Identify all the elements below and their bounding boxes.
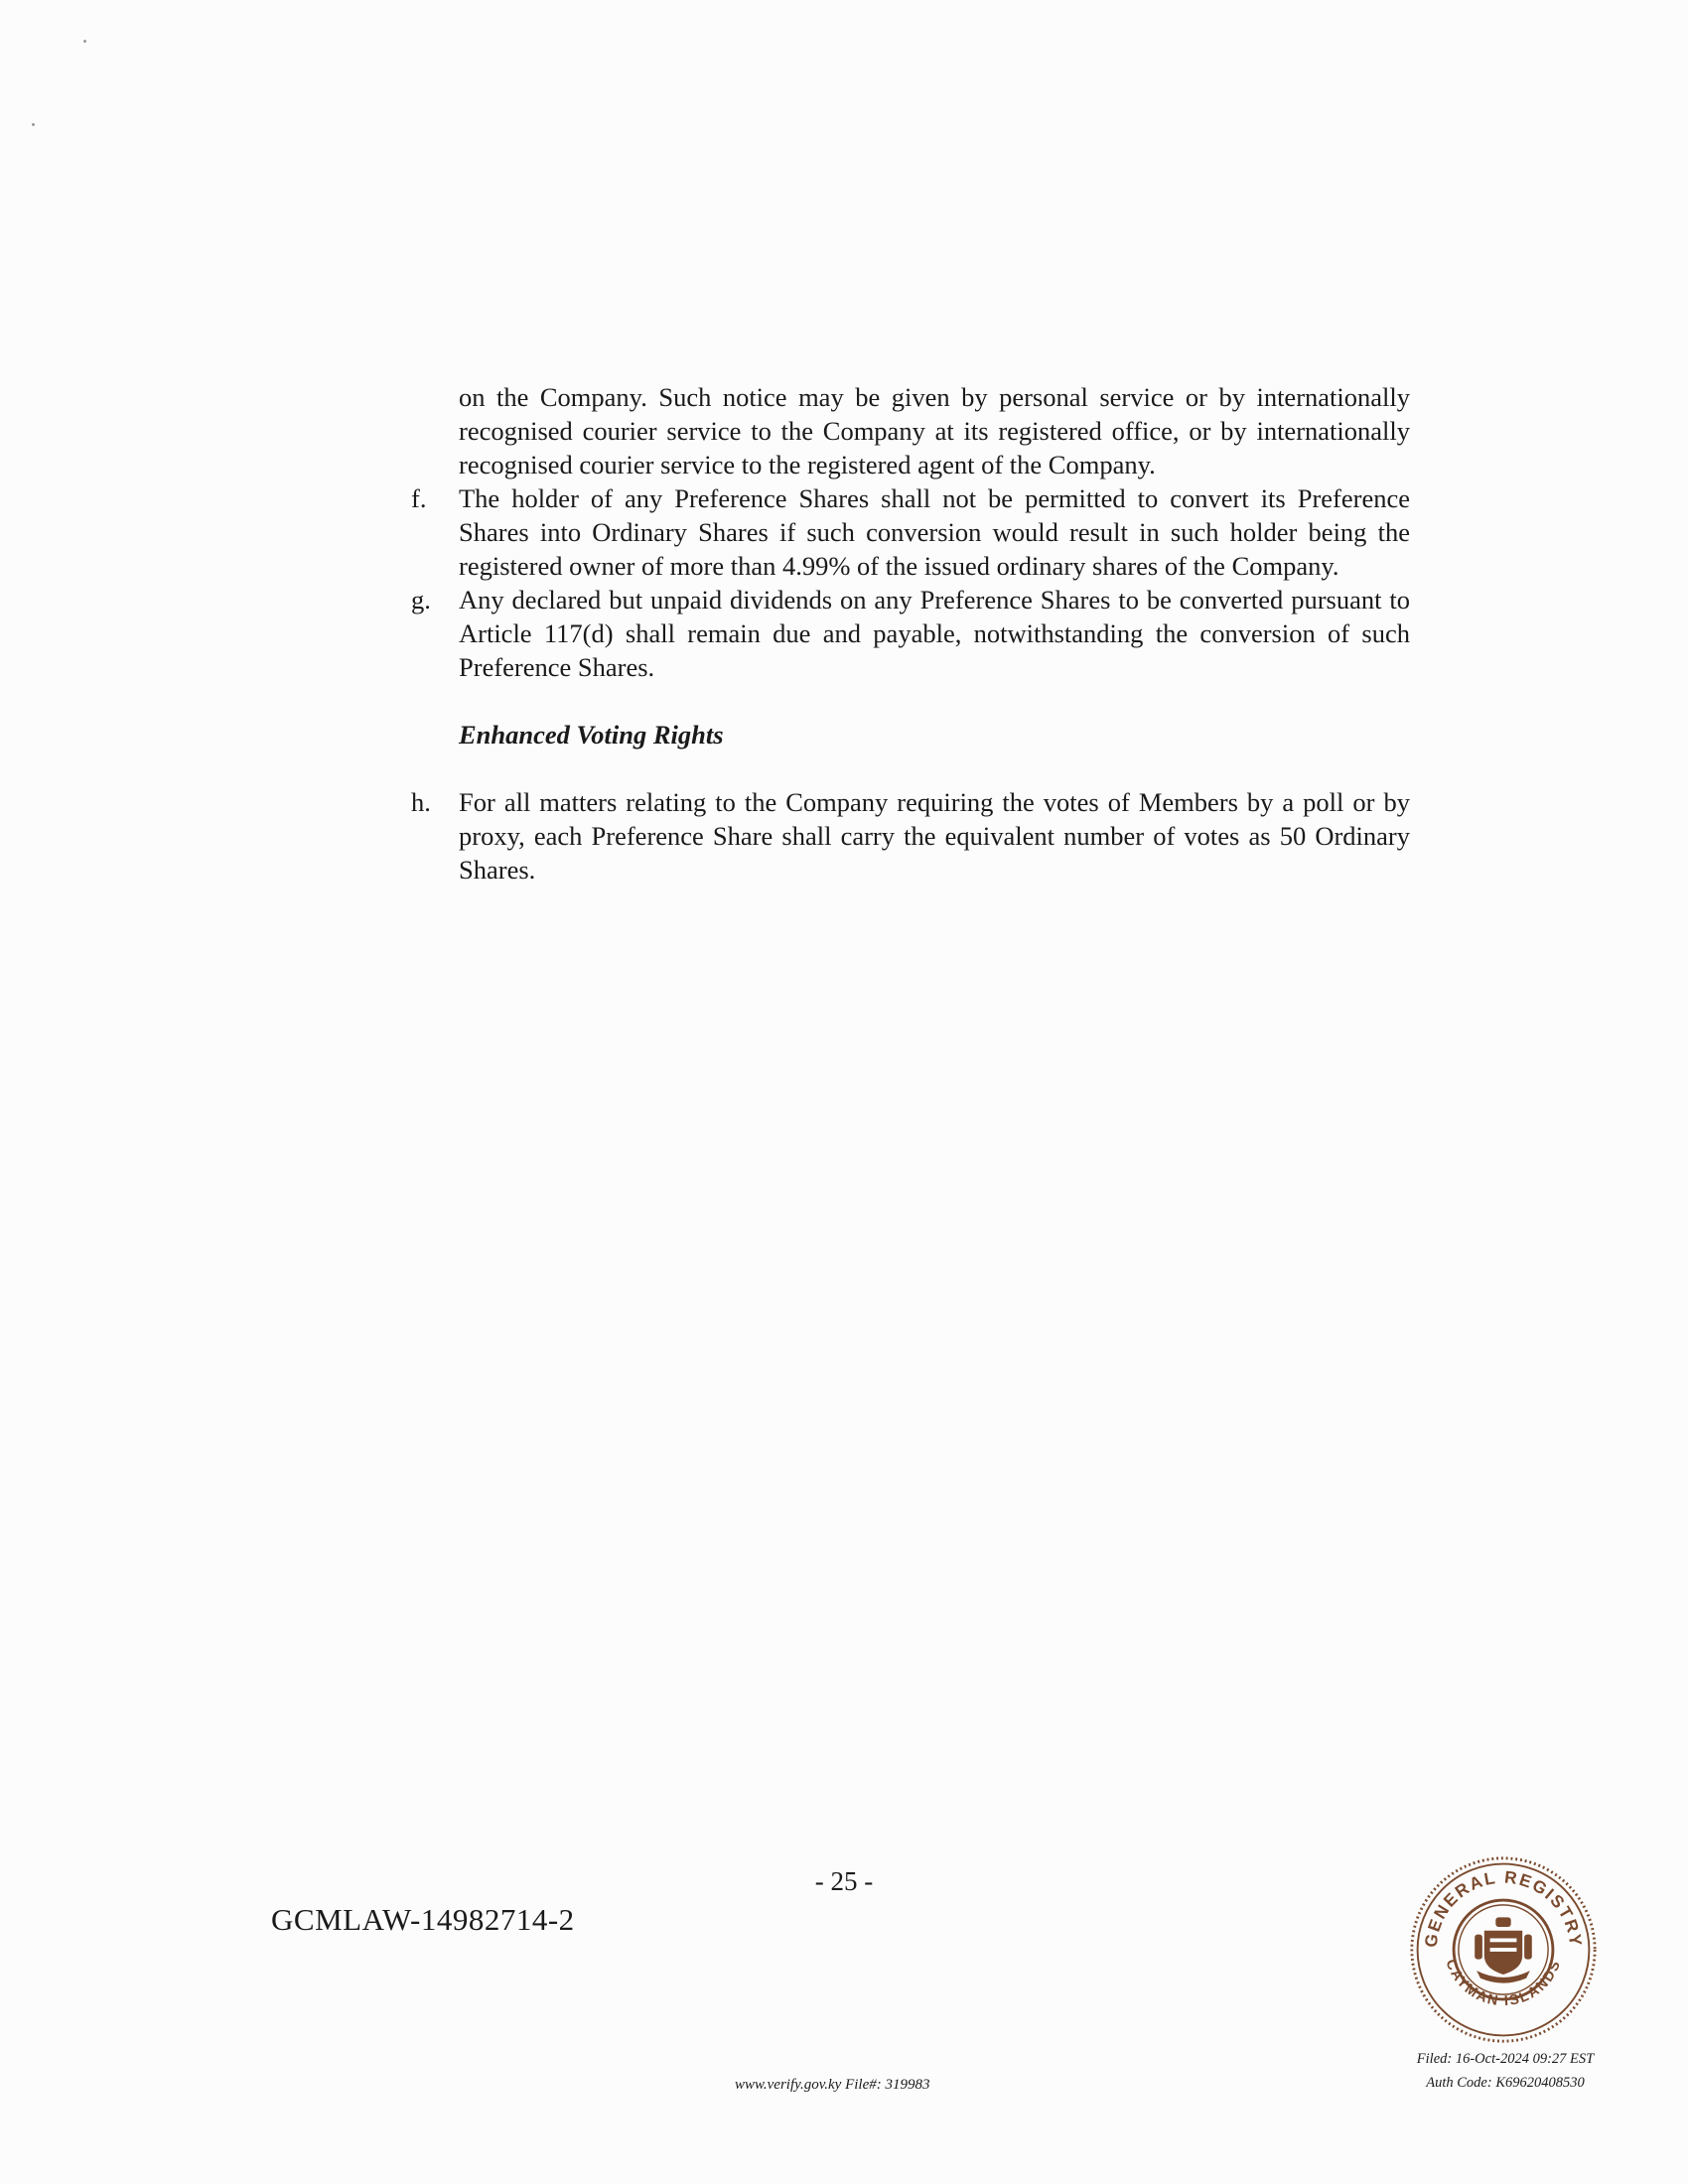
general-registry-seal	[1408, 1854, 1599, 2045]
list-item-text: Any declared but unpaid dividends on any Preference Shares to be converted pursuant to Article 117(d) shall remain due and payable, notwithstanding the conversion of such Preference Shares.	[459, 585, 1410, 682]
auth-code: Auth Code: K69620408530	[1426, 2075, 1585, 2091]
continuation-paragraph: on the Company. Such notice may be given by personal service or by internationally recognised courier service to the Company at its registered office, or by internationally recognised courier service to the registered agent of the Company.	[459, 382, 1410, 479]
list-item-h	[411, 785, 1410, 887]
page-number: - 25 -	[814, 1866, 874, 1896]
seal-top-text: GENERAL REGISTRY	[1420, 1866, 1587, 1949]
list-marker: h.	[411, 787, 431, 817]
filed-date: Filed: 16-Oct-2024 09:27 EST	[1416, 2051, 1595, 2067]
document-id: GCMLAW-14982714-2	[271, 1902, 575, 1937]
seal-bottom-text: CAYMAN ISLANDS	[1442, 1957, 1565, 2010]
list-marker: g.	[411, 585, 431, 614]
document-body	[411, 380, 1410, 887]
list-marker: f.	[411, 483, 427, 513]
list-item-text: For all matters relating to the Company requiring the votes of Members by a poll or by proxy, each Preference Share shall carry the equivalent number of votes as 50 Ordinary Shares.	[459, 787, 1410, 885]
list-item-f	[411, 481, 1410, 583]
list-item-g	[411, 583, 1410, 684]
section-heading: Enhanced Voting Rights	[459, 720, 724, 750]
verify-line: www.verify.gov.ky File#: 319983	[735, 2077, 930, 2093]
list-item-text: The holder of any Preference Shares shall not be permitted to convert its Preference Shares into Ordinary Shares if such conversion would result in such holder being the registered owner of more than 4.99% of the issued ordinary shares of the Company.	[459, 483, 1410, 581]
filing-stamp	[1400, 2047, 1611, 2095]
